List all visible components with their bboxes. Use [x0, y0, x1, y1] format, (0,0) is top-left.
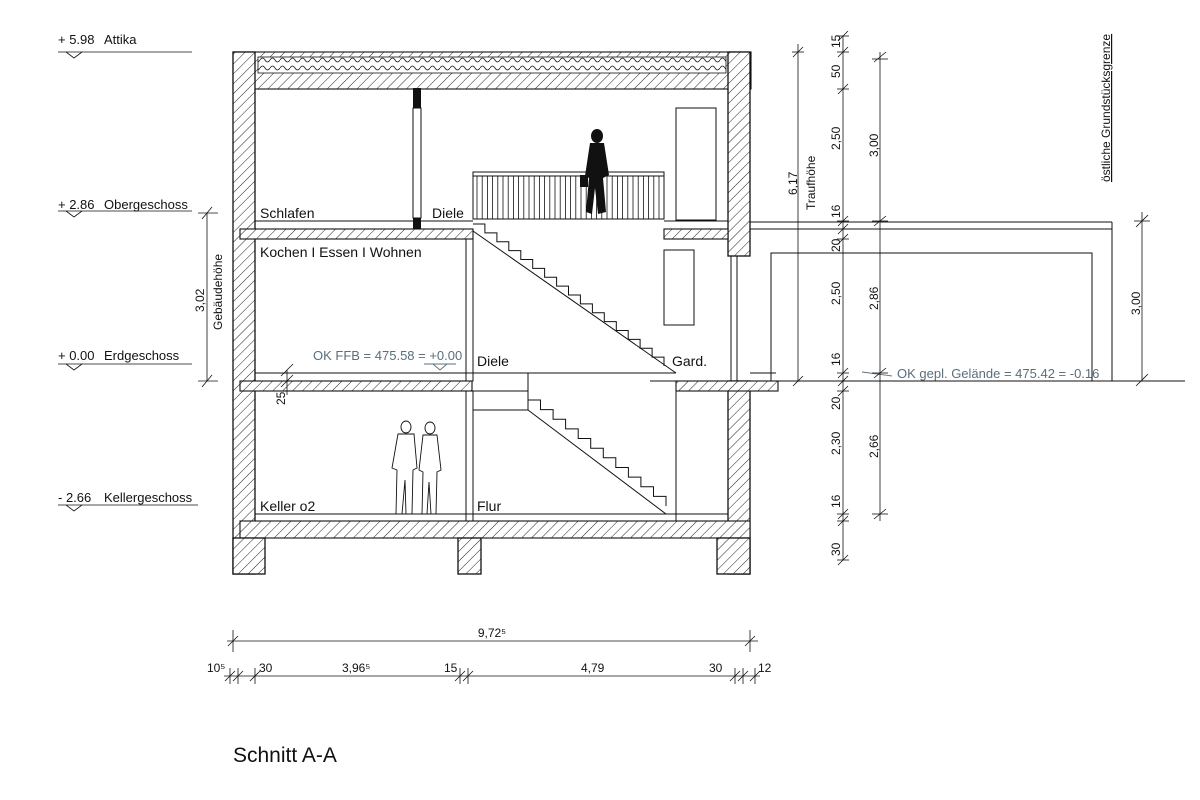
og-slab-left — [240, 229, 473, 239]
eg-slab-left — [240, 381, 472, 391]
level-marker-erdgeschoss — [58, 348, 192, 370]
chain-dimension-label: 16 — [829, 352, 843, 366]
gallery-railing — [473, 172, 664, 219]
dimension-storey-heights — [867, 52, 888, 521]
traufhoehe-value: 6,17 — [786, 171, 800, 195]
stair-kg-eg — [473, 373, 666, 514]
chain-dimension-label: 15 — [829, 34, 843, 48]
eg-window — [664, 250, 694, 325]
kg-slab — [240, 521, 750, 538]
width-segment: 30 — [259, 661, 273, 675]
interior-wall-kg — [466, 391, 473, 521]
og-height-value: 3,00 — [867, 133, 881, 157]
keller-step-value: 25 — [274, 391, 288, 405]
width-segment: 30 — [709, 661, 723, 675]
ffb-note — [313, 348, 462, 370]
width-segment: 10⁵ — [207, 661, 226, 675]
level-marker-attika — [58, 32, 192, 58]
roof-insulation — [258, 57, 726, 73]
grundstuecksgrenze-label: östliche Grundstücksgrenze — [1099, 33, 1113, 182]
chain-dimension-label: 50 — [829, 64, 843, 78]
traufhoehe-label: Traufhöhe — [804, 155, 818, 210]
chain-dimension-label: 20 — [829, 238, 843, 252]
garage-height-value: 3,00 — [1129, 291, 1143, 315]
foundation-right — [717, 538, 750, 574]
level-name: Erdgeschoss — [104, 348, 180, 363]
kg-height-value: 2,66 — [867, 434, 881, 458]
width-segment: 4,79 — [581, 661, 605, 675]
level-marker-kellergeschoss — [58, 490, 198, 511]
dimension-overall-width — [227, 626, 758, 652]
interior-wall-eg — [466, 239, 473, 381]
people-silhouettes-kg — [392, 421, 441, 514]
room-label-flur: Flur — [477, 498, 502, 514]
interior-wall-right-eg — [731, 256, 737, 381]
room-label-keller: Keller o2 — [260, 498, 316, 514]
overall-width-value: 9,72⁵ — [477, 626, 507, 640]
chain-dimension-label: 2,30 — [829, 431, 843, 455]
gelaende-note — [862, 366, 1099, 381]
width-segment: 3,96⁵ — [342, 661, 371, 675]
dimension-garage-height — [1129, 212, 1150, 386]
chain-dimension-label: 16 — [829, 204, 843, 218]
width-segment: 12 — [758, 661, 772, 675]
eg-height-value: 2,86 — [867, 286, 881, 310]
right-wall-upper — [728, 52, 750, 256]
foundation-middle — [458, 538, 481, 574]
left-wall — [233, 52, 255, 574]
og-door — [676, 108, 716, 220]
kg-door — [676, 391, 728, 521]
gebaeudehoehe-label: Gebäudehöhe — [211, 253, 225, 330]
level-name: Kellergeschoss — [104, 490, 193, 505]
og-slab-right — [664, 229, 728, 239]
room-label-gard: Gard. — [672, 353, 708, 369]
level-value: - 2.66 — [58, 490, 92, 505]
ok-gelaende-label: OK gepl. Gelände = 475.42 = -0.16 — [897, 366, 1100, 381]
foundation-left — [233, 538, 265, 574]
dimension-width-chain — [207, 661, 772, 684]
level-marker-obergeschoss — [58, 197, 192, 217]
level-name: Attika — [104, 32, 137, 47]
room-label-kochen: Kochen I Essen I Wohnen — [260, 244, 422, 260]
stair-eg-og — [473, 224, 676, 373]
chain-dimension-label: 2,50 — [829, 281, 843, 305]
level-value: + 2.86 — [58, 197, 95, 212]
drawing-title: Schnitt A-A — [233, 744, 337, 767]
chain-dimension-label: 16 — [829, 494, 843, 508]
level-name: Obergeschoss — [104, 197, 188, 212]
dimension-gebaeudehoehe — [193, 207, 225, 387]
room-label-schlafen: Schlafen — [260, 205, 315, 221]
building-section — [233, 52, 778, 574]
column-top — [413, 88, 421, 108]
chain-dimension-label: 2,50 — [829, 126, 843, 150]
dimension-chain-vertical — [829, 31, 849, 565]
room-label-diele-og: Diele — [432, 205, 464, 221]
eg-slab-right — [676, 381, 778, 391]
room-label-diele-eg: Diele — [477, 353, 509, 369]
chain-dimension-label: 30 — [829, 542, 843, 556]
column — [413, 108, 421, 218]
column-bottom — [413, 218, 421, 229]
dimension-traufhoehe — [786, 44, 818, 386]
gebaeudehoehe-value: 3,02 — [193, 288, 207, 312]
ok-ffb-label: OK FFB = 475.58 = +0.00 — [313, 348, 463, 363]
chain-dimension-label: 20 — [829, 396, 843, 410]
level-value: + 5.98 — [58, 32, 95, 47]
level-value: + 0.00 — [58, 348, 95, 363]
width-segment: 15 — [444, 661, 458, 675]
